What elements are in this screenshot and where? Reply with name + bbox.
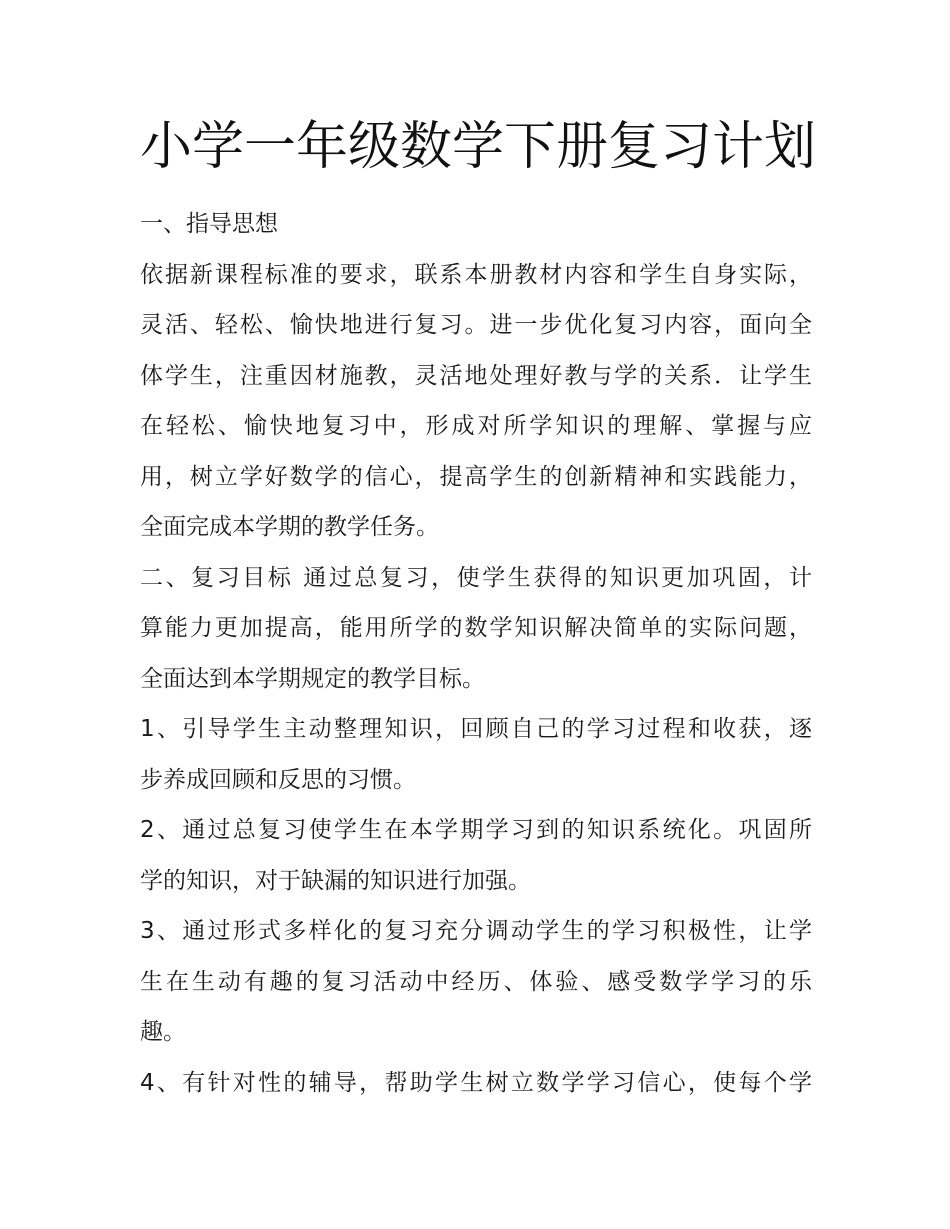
document-title: 小学一年级数学下册复习计划 (140, 117, 817, 177)
text-line: 体学生，注重因材施教，灵活地处理好教与学的关系．让学生 (140, 362, 812, 389)
text-line: 用，树立学好数学的信心，提高学生的创新精神和实践能力， (140, 463, 812, 490)
text-line: 算能力更加提高，能用所学的数学知识解决简单的实际问题， (140, 615, 812, 641)
section-heading-review-goals: 二、复习目标 通过总复习，使学生获得的知识更加巩固，计 (140, 564, 812, 591)
text-line: 全面达到本学期规定的教学目标。 (140, 665, 485, 692)
text-line: 趣。 (140, 1019, 186, 1045)
text-line: 依据新课程标准的要求，联系本册教材内容和学生自身实际， (140, 261, 812, 288)
text-line: 灵活、轻松、愉快地进行复习。进一步优化复习内容，面向全 (140, 312, 812, 338)
text-line: 学的知识，对于缺漏的知识进行加强。 (140, 867, 531, 894)
list-item-1: 1、引导学生主动整理知识，回顾自己的学习过程和收获，逐 (140, 716, 812, 742)
text-line: 生在生动有趣的复习活动中经历、体验、感受数学学习的乐 (140, 968, 812, 995)
list-item-2: 2、通过总复习使学生在本学期学习到的知识系统化。巩固所 (140, 817, 812, 843)
text-line: 全面完成本学期的教学任务。 (140, 514, 439, 540)
list-item-4: 4、有针对性的辅导，帮助学生树立数学学习信心，使每个学 (140, 1069, 812, 1096)
text-line: 步养成回顾和反思的习惯。 (140, 766, 416, 793)
document-body (140, 199, 812, 1108)
section-heading-guiding-ideology: 一、指导思想 (140, 211, 278, 237)
list-item-3: 3、通过形式多样化的复习充分调动学生的学习积极性，让学 (140, 918, 812, 944)
text-line: 在轻松、愉快地复习中，形成对所学知识的理解、掌握与应 (140, 413, 812, 439)
